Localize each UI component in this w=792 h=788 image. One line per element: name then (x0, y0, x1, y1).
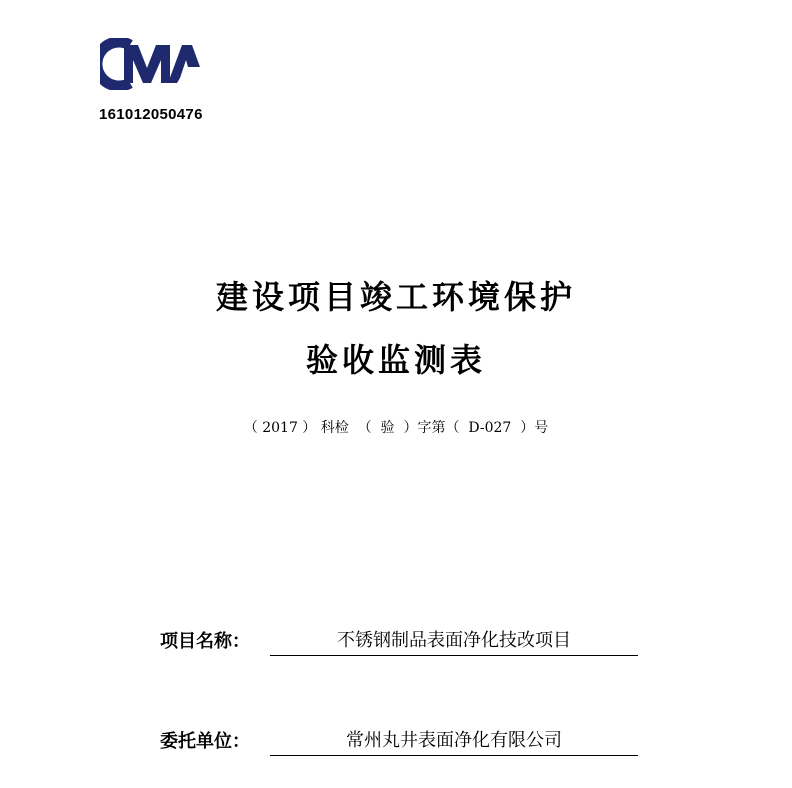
client-unit-value: 常州丸井表面净化有限公司 (270, 728, 638, 756)
client-unit-label: 委托单位： (160, 731, 250, 752)
cert-number: 161012050476 (99, 106, 203, 123)
document-number: （ 2017 ） 科检 （ 验 ）字第（ D-027 ）号 (243, 420, 549, 436)
project-name-value: 不锈钢制品表面净化技改项目 (270, 628, 638, 656)
cma-logo (100, 38, 200, 90)
document-title-line-1: 建设项目竣工环境保护 (215, 278, 576, 316)
project-name-row (160, 628, 638, 656)
project-name-label: 项目名称： (160, 631, 250, 652)
document-title-line-2: 验收监测表 (305, 341, 486, 379)
client-unit-row (160, 728, 638, 756)
